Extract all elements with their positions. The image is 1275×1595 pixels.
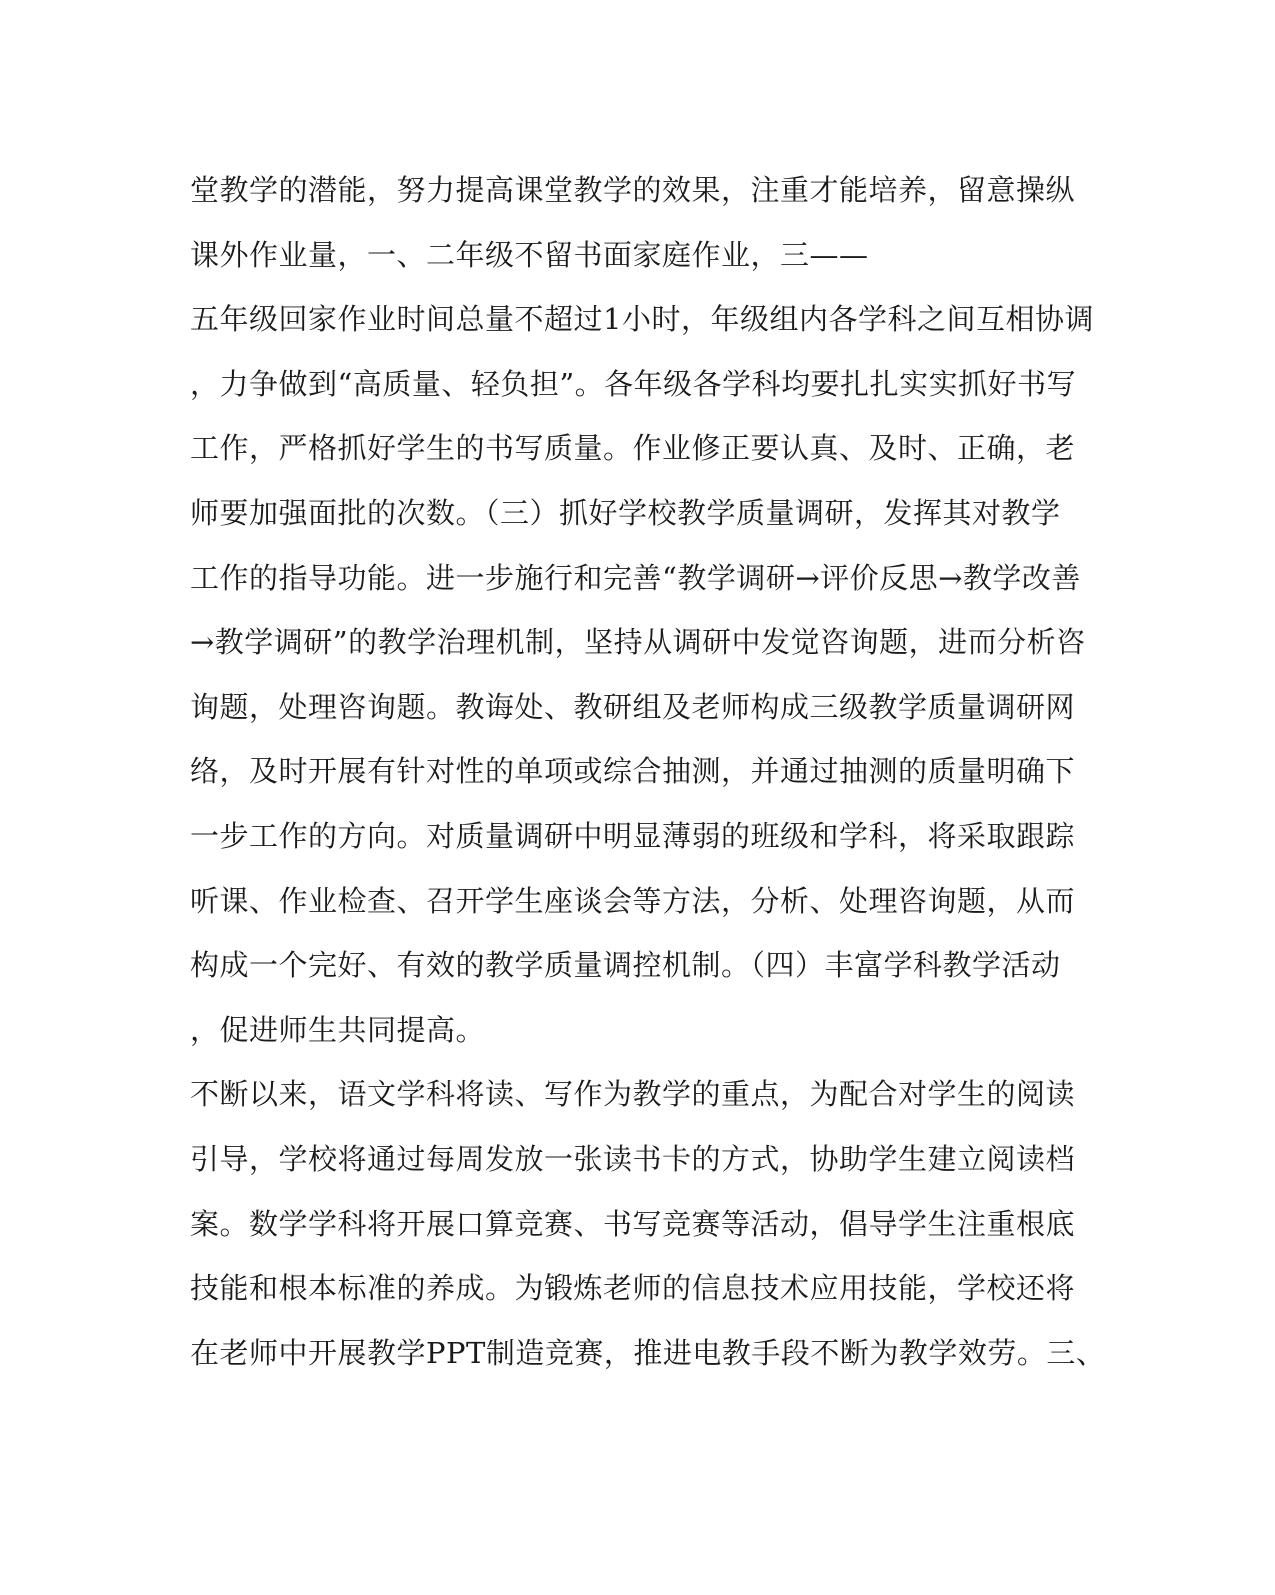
text-line-14: ，促进师生共同提高。: [190, 1012, 486, 1047]
text-line-9: 询题，处理咨询题。教诲处、教研组及老师构成三级教学质量调研网: [190, 689, 1076, 724]
text-line-7: 工作的指导功能。进一步施行和完善“教学调研→评价反思→教学改善: [190, 560, 1081, 595]
text-line-8: →教学调研”的教学治理机制，坚持从调研中发觉咨询题，进而分析咨: [190, 625, 1086, 660]
text-line-12: 听课、作业检查、召开学生座谈会等方法，分析、处理咨询题，从而: [190, 883, 1076, 918]
text-line-2: 课外作业量，一、二年级不留书面家庭作业，三——: [190, 237, 869, 272]
text-line-5: 工作，严格抓好学生的书写质量。作业修正要认真、及时、正确，老: [190, 431, 1076, 466]
text-line-15: 不断以来，语文学科将读、写作为教学的重点，为配合对学生的阅读: [190, 1077, 1076, 1112]
body-text: [190, 158, 1106, 1385]
text-line-19: 在老师中开展教学PPT制造竞赛，推进电教手段不断为教学效劳。三、: [190, 1335, 1106, 1370]
text-line-1: 堂教学的潜能，努力提高课堂教学的效果，注重才能培养，留意操纵: [190, 173, 1076, 207]
text-line-16: 引导，学校将通过每周发放一张读书卡的方式，协助学生建立阅读档: [190, 1141, 1076, 1176]
text-line-6: 师要加强面批的次数。（三）抓好学校教学质量调研，发挥其对教学: [190, 495, 1061, 530]
text-line-17: 案。数学学科将开展口算竞赛、书写竞赛等活动，倡导学生注重根底: [190, 1206, 1076, 1241]
text-line-10: 络，及时开展有针对性的单项或综合抽测，并通过抽测的质量明确下: [190, 754, 1076, 789]
text-line-4: ，力争做到“高质量、轻负担”。各年级各学科均要扎扎实实抓好书写: [190, 366, 1077, 401]
text-line-3: 五年级回家作业时间总量不超过1小时，年级组内各学科之间互相协调: [190, 302, 1094, 337]
text-line-18: 技能和根本标准的养成。为锻炼老师的信息技术应用技能，学校还将: [190, 1271, 1076, 1306]
text-line-11: 一步工作的方向。对质量调研中明显薄弱的班级和学科，将采取跟踪: [190, 818, 1076, 853]
text-line-13: 构成一个完好、有效的教学质量调控机制。（四）丰富学科教学活动: [190, 948, 1061, 983]
